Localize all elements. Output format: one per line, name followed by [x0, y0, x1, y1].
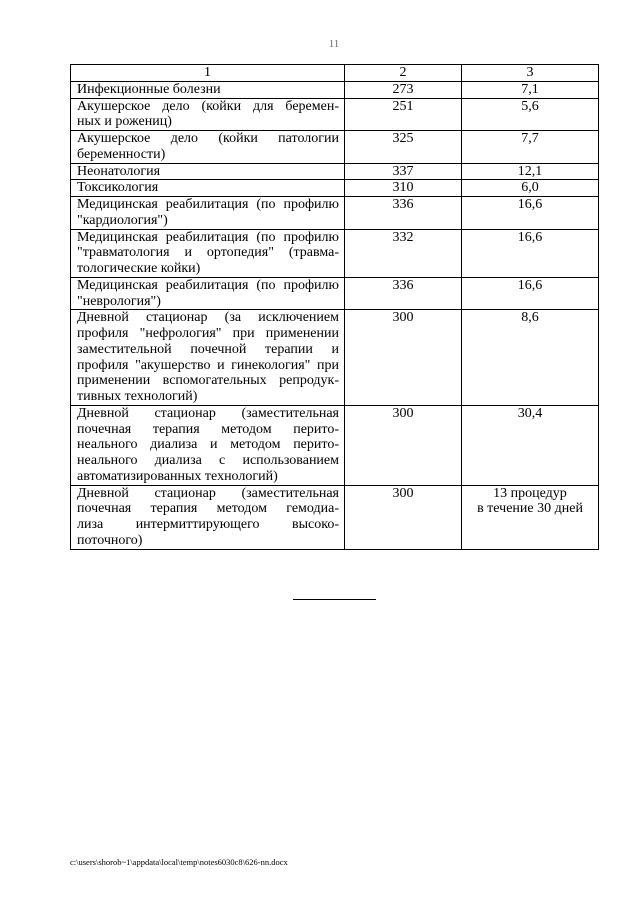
col2-value-cell [345, 163, 462, 180]
col2-value: 325 [392, 131, 414, 146]
profile-name-line: беременности) [77, 146, 166, 162]
table-row [71, 131, 599, 164]
profile-name-cell [71, 98, 345, 131]
header-label: 2 [399, 65, 407, 80]
col3-value: 16,6 [517, 277, 543, 293]
profile-name-line: Медицинская реабилитация (по профилю [77, 229, 339, 245]
col2-value: 336 [392, 277, 414, 293]
profile-name-line: автоматизированных технологий) [77, 468, 278, 484]
profile-name-line: применении вспомогательных репродук- [77, 373, 339, 389]
col2-value-cell [345, 277, 462, 310]
profile-name-line: Дневной стационар (за исключением [77, 310, 339, 326]
col3-value-cell [462, 98, 599, 131]
profile-name-line: Медицинская реабилитация (по профилю [77, 277, 339, 293]
profile-name-cell [71, 197, 345, 230]
col2-value-cell [345, 131, 462, 164]
profile-name-line: почечная терапия методом перито- [77, 421, 339, 437]
header-cell-2 [345, 65, 462, 82]
table-row [71, 229, 599, 277]
table-row [71, 485, 599, 549]
profile-name-line: "травматология и ортопедия" (травма- [77, 245, 339, 261]
profile-name-line: Дневной стационар (заместительная [77, 405, 339, 421]
profile-name-line: профиля "нефрология" при применении [77, 326, 339, 341]
col2-value: 300 [392, 405, 414, 421]
profile-name-cell [71, 180, 345, 197]
col2-value-cell [345, 229, 462, 277]
profile-name-cell [71, 310, 345, 406]
profile-name-line: Дневной стационар (заместительная [77, 485, 339, 501]
col3-value: 16,6 [517, 197, 543, 212]
col3-value-cell [462, 81, 599, 98]
profile-name-line: неального диализа и методом перито- [77, 437, 339, 453]
col3-value-cell [462, 310, 599, 406]
header-cell-1 [71, 65, 345, 82]
col3-value: 7,1 [521, 81, 539, 97]
header-row [71, 65, 599, 82]
col3-value-cell [462, 405, 599, 485]
footer-file-path: c:\users\shorob~1\appdata\local\temp\notes6030c8\626-nn.docx [70, 857, 288, 867]
profile-name-line: Медицинская реабилитация (по профилю [77, 197, 339, 212]
profile-name-cell [71, 81, 345, 98]
profile-name-line: Акушерское дело (койки для беремен- [77, 98, 339, 114]
header-label: 1 [204, 65, 211, 80]
profile-name-cell [71, 405, 345, 485]
profile-name-line: почечная терапия методом гемодиа- [77, 501, 339, 517]
col2-value-cell [345, 310, 462, 406]
col2-value: 336 [392, 197, 414, 212]
col3-value: 8,6 [521, 310, 539, 326]
table-row [71, 277, 599, 310]
col3-value-cell [462, 163, 599, 180]
col3-value: 30,4 [517, 405, 543, 421]
col2-value: 300 [392, 485, 414, 501]
col3-value: 12,1 [517, 163, 543, 179]
header-cell-3 [462, 65, 599, 82]
profile-name-line: Неонатология [77, 163, 161, 179]
col3-value-cell [462, 180, 599, 197]
page-number: 11 [328, 38, 340, 50]
col2-value-cell [345, 405, 462, 485]
col3-value-cell [462, 277, 599, 310]
col2-value-cell [345, 180, 462, 197]
col2-value-cell [345, 81, 462, 98]
table-row [71, 197, 599, 230]
header-label: 3 [526, 65, 534, 80]
table-row [71, 405, 599, 485]
col3-value-cell [462, 197, 599, 230]
profile-name-line: неального диализа с использованием [77, 453, 339, 468]
col2-value-cell [345, 485, 462, 549]
table-row [71, 180, 599, 197]
profile-name-line: Токсикология [77, 180, 159, 196]
data-table [70, 64, 599, 550]
profile-name-line: тивных технологий) [77, 389, 198, 404]
profile-name-line: "кардиология") [77, 212, 168, 228]
col2-value: 300 [392, 310, 414, 326]
col3-value-cell [462, 131, 599, 164]
profile-name-line: поточного) [77, 532, 143, 548]
separator-line [293, 599, 376, 600]
table-row [71, 163, 599, 180]
profile-name-line: "неврология") [77, 293, 161, 309]
table-row [71, 98, 599, 131]
profile-name-line: Акушерское дело (койки патологии [77, 131, 339, 146]
col2-value: 273 [392, 81, 414, 97]
table-row [71, 310, 599, 406]
profile-name-line: тологические койки) [77, 261, 201, 276]
col2-value: 332 [392, 229, 414, 245]
profile-name-line: Инфекционные болезни [77, 81, 221, 97]
col3-value: 13 процедур [493, 485, 567, 501]
profile-name-line: ных и рожениц) [77, 114, 172, 130]
col3-value-cell [462, 485, 599, 549]
profile-name-cell [71, 229, 345, 277]
col3-value: 7,7 [521, 131, 539, 146]
profile-name-line: профиля "акушерство и гинекология" при [77, 357, 339, 373]
profile-name-cell [71, 485, 345, 549]
profile-name-cell [71, 277, 345, 310]
col2-value: 310 [392, 180, 414, 196]
col2-value: 251 [392, 98, 414, 114]
table-row [71, 81, 599, 98]
profile-name-cell [71, 163, 345, 180]
col3-value: 16,6 [517, 229, 543, 245]
profile-name-cell [71, 131, 345, 164]
profile-name-line: лиза интермиттирующего высоко- [77, 517, 339, 532]
col2-value-cell [345, 98, 462, 131]
col3-value: в течение 30 дней [477, 501, 583, 517]
col3-value: 5,6 [521, 98, 539, 114]
col2-value-cell [345, 197, 462, 230]
col3-value-cell [462, 229, 599, 277]
profile-name-line: заместительной почечной терапии и [77, 341, 339, 357]
col3-value: 6,0 [521, 180, 539, 196]
col2-value: 337 [392, 163, 414, 179]
